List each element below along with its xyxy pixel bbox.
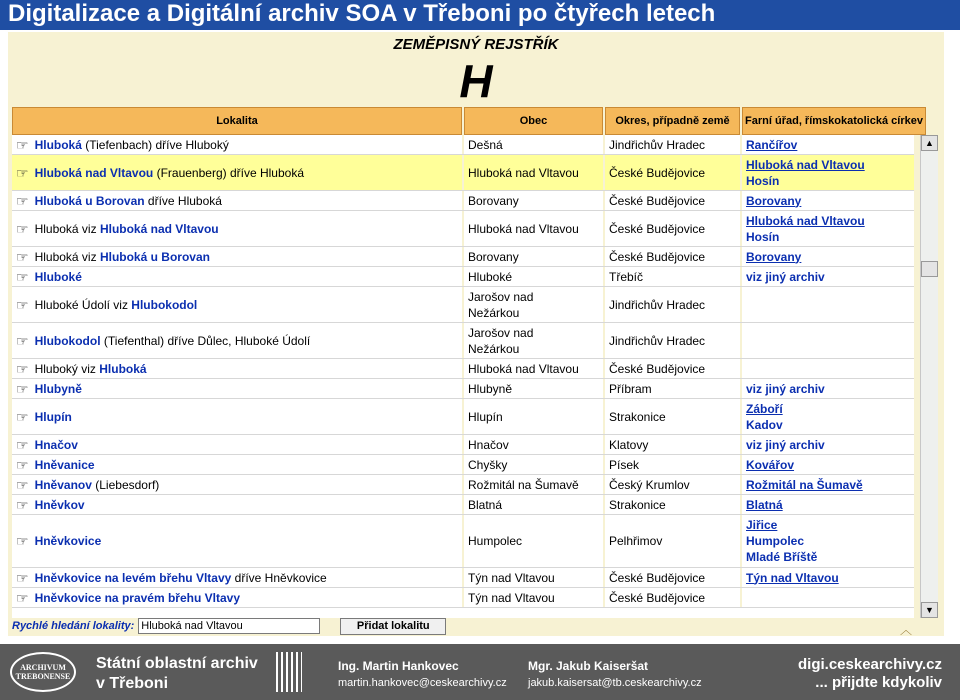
vertical-scrollbar[interactable] [920, 135, 938, 618]
fara-cell [742, 155, 914, 190]
lokalita-cell [12, 568, 464, 587]
obec-text: Hlubyně [468, 381, 513, 396]
column-header-farni-urad[interactable]: Farní úřad, římskokatolická církev [742, 107, 926, 135]
lokalita-cell [12, 155, 464, 190]
obec-text: Jarošov nad [468, 325, 534, 340]
okres-cell: Český Krumlov [605, 475, 742, 494]
obec-cell [464, 455, 605, 474]
scroll-thumb[interactable] [921, 261, 938, 277]
pointing-hand-icon[interactable]: ☞ [16, 476, 29, 493]
parish-name: Hosín [746, 173, 780, 188]
lokalita-cell [12, 247, 464, 266]
obec-cell [464, 588, 605, 607]
okres-cell: Pelhřimov [605, 515, 742, 567]
pointing-hand-icon[interactable]: ☞ [16, 589, 29, 606]
scroll-up-icon[interactable]: ▲ [921, 135, 938, 151]
okres-cell: Písek [605, 455, 742, 474]
okres-cell: Jindřichův Hradec [605, 287, 742, 322]
quick-search-bar [12, 616, 938, 636]
fara-cell [742, 267, 914, 286]
contact-kaisersat [528, 658, 702, 691]
parish-link[interactable]: Blatná [746, 497, 783, 512]
lokalita-cell [12, 135, 464, 154]
fara-cell [742, 191, 914, 210]
parish-name: Kadov [746, 417, 783, 432]
quick-search-input[interactable] [138, 618, 320, 634]
fara-cell [742, 287, 914, 322]
locality-list[interactable] [12, 135, 914, 618]
pointing-hand-icon[interactable]: ☞ [16, 569, 29, 586]
obec-text: Rožmitál na Šumavě [468, 477, 579, 492]
locality-row[interactable] [12, 267, 914, 287]
lokalita-prefix: Hluboký viz [34, 361, 100, 376]
pointing-hand-icon[interactable]: ☞ [16, 192, 29, 209]
slogan: ... přijdte kdykoliv [815, 674, 942, 691]
pointing-hand-icon[interactable]: ☞ [16, 332, 29, 349]
contact-2-name: Mgr. Jakub Kaiseršat [528, 659, 649, 673]
obec-cell [464, 399, 605, 434]
index-screenshot [8, 32, 944, 636]
website-block [798, 656, 942, 692]
parish-name: Hosín [746, 229, 780, 244]
parish-name: Humpolec [746, 534, 805, 548]
locality-row[interactable] [12, 287, 914, 323]
lokalita-cell [12, 455, 464, 474]
lokalita-link[interactable]: Hněvkov [34, 497, 85, 512]
parish-link[interactable]: Borovany [746, 249, 802, 264]
obec-cell [464, 135, 605, 154]
obec-cell [464, 155, 605, 190]
lokalita-link[interactable]: Hluboká nad Vltavou [99, 221, 219, 236]
website-url[interactable]: digi.ceskearchivy.cz [798, 656, 942, 673]
lokalita-link[interactable]: Hněvanice [34, 457, 95, 472]
lokalita-cell [12, 211, 464, 246]
fara-cell [742, 435, 914, 454]
lokalita-note: (Frauenberg) dříve Hluboká [153, 165, 304, 180]
quick-search-label: Rychlé hledání lokality: [12, 620, 135, 632]
parish-link[interactable]: Jiřice [746, 518, 778, 532]
locality-row[interactable] [12, 379, 914, 399]
pointing-hand-icon[interactable]: ☞ [16, 164, 29, 181]
parish-link[interactable]: Borovany [746, 193, 802, 208]
parish-name: Mladé Bříště [746, 550, 818, 564]
locality-row[interactable] [12, 135, 914, 155]
obec-cell [464, 379, 605, 398]
lokalita-link[interactable]: Hluboká nad Vltavou [34, 165, 154, 180]
okres-cell: České Budějovice [605, 588, 742, 607]
pointing-hand-icon[interactable]: ☞ [16, 456, 29, 473]
lokalita-cell [12, 435, 464, 454]
contact-2-email[interactable]: jakub.kaisersat@tb.ceskearchivy.cz [528, 677, 702, 689]
parish-link[interactable]: Rožmitál na Šumavě [746, 477, 863, 492]
locality-row[interactable] [12, 495, 914, 515]
obec-cell [464, 359, 605, 378]
lokalita-link[interactable]: Hněvkovice na levém břehu Vltavy [34, 570, 232, 585]
footer [0, 644, 960, 700]
lokalita-link[interactable]: Hnačov [34, 437, 78, 452]
okres-cell: České Budějovice [605, 155, 742, 190]
obec-text: Hlupín [468, 409, 503, 424]
lokalita-link[interactable]: Hluboká [34, 137, 82, 152]
lokalita-cell [12, 515, 464, 567]
obec-cell [464, 191, 605, 210]
okres-cell: České Budějovice [605, 568, 742, 587]
okres-cell: Jindřichův Hradec [605, 135, 742, 154]
parish-link[interactable]: Rančířov [746, 137, 798, 152]
obec-cell [464, 515, 605, 567]
lokalita-link[interactable]: Hluboká u Borovan [34, 193, 145, 208]
pointing-hand-icon[interactable]: ☞ [16, 408, 29, 425]
fara-cell [742, 323, 914, 358]
locality-row[interactable] [12, 323, 914, 359]
obec-text: Borovany [468, 193, 519, 208]
locality-row[interactable] [12, 191, 914, 211]
column-header-okres[interactable]: Okres, případně země [605, 107, 740, 135]
parish-link[interactable]: Záboří [746, 401, 783, 416]
obec-cell [464, 247, 605, 266]
locality-row[interactable] [12, 155, 914, 191]
pointing-hand-icon[interactable]: ☞ [16, 248, 29, 265]
fara-cell [742, 588, 914, 607]
obec-text: Týn nad Vltavou [468, 590, 555, 605]
okres-cell: Příbram [605, 379, 742, 398]
lokalita-cell [12, 287, 464, 322]
lokalita-link[interactable]: Hlubyně [34, 381, 82, 396]
column-header-obec[interactable]: Obec [464, 107, 603, 135]
pointing-hand-icon[interactable]: ☞ [16, 360, 29, 377]
obec-text: Nežárkou [468, 305, 520, 320]
okres-cell: Klatovy [605, 435, 742, 454]
okres-cell: Jindřichův Hradec [605, 323, 742, 358]
lokalita-note: dříve Hluboká [144, 193, 222, 208]
parish-name: viz jiný archiv [746, 437, 825, 452]
okres-cell: Strakonice [605, 399, 742, 434]
pointing-hand-icon[interactable]: ☞ [16, 296, 29, 313]
org-line-2: v Třeboni [96, 675, 169, 692]
obec-cell [464, 435, 605, 454]
obec-text: Nežárkou [468, 341, 520, 356]
lokalita-link[interactable]: Hluboké [34, 269, 82, 284]
lokalita-prefix: Hluboká viz [34, 249, 100, 264]
obec-cell [464, 267, 605, 286]
fara-cell [742, 495, 914, 514]
lokalita-link[interactable]: Hlubokodol [34, 333, 101, 348]
org-line-1: Státní oblastní archiv [96, 655, 258, 672]
contact-1-email[interactable]: martin.hankovec@ceskearchivy.cz [338, 677, 507, 689]
obec-text: Hluboká nad Vltavou [468, 361, 579, 376]
lokalita-note: (Liebesdorf) [91, 477, 160, 492]
parish-link[interactable]: Hluboká nad Vltavou [746, 157, 865, 172]
lokalita-cell [12, 191, 464, 210]
scroll-down-icon[interactable]: ▼ [921, 602, 938, 618]
okres-cell: České Budějovice [605, 211, 742, 246]
index-title: ZEMĚPISNÝ REJSTŘÍK [393, 36, 559, 53]
obec-text: Dešná [468, 137, 503, 152]
lokalita-cell [12, 359, 464, 378]
obec-cell [464, 323, 605, 358]
obec-text: Hluboká nad Vltavou [468, 221, 579, 236]
locality-row[interactable] [12, 475, 914, 495]
lokalita-cell [12, 399, 464, 434]
fara-cell [742, 475, 914, 494]
fara-cell [742, 399, 914, 434]
parish-name: viz jiný archiv [746, 381, 825, 396]
locality-row[interactable] [12, 435, 914, 455]
pointing-hand-icon[interactable]: ☞ [16, 268, 29, 285]
obec-cell [464, 211, 605, 246]
lokalita-link[interactable]: Hněvkovice na pravém břehu Vltavy [34, 590, 240, 605]
column-header-lokalita[interactable]: Lokalita [12, 107, 462, 135]
lokalita-cell [12, 475, 464, 494]
barcode-decoration [276, 652, 302, 692]
pointing-hand-icon[interactable]: ☞ [16, 380, 29, 397]
lokalita-link[interactable]: Hněvanov [34, 477, 92, 492]
fara-cell [742, 247, 914, 266]
organization-name [96, 654, 258, 694]
chevron-up-icon[interactable]: ︿ [899, 623, 912, 636]
obec-text: Borovany [468, 249, 519, 264]
contact-1-name: Ing. Martin Hankovec [338, 659, 459, 673]
lokalita-link[interactable]: Hluboká u Borovan [99, 249, 210, 264]
pointing-hand-icon[interactable]: ☞ [16, 220, 29, 237]
fara-cell [742, 211, 914, 246]
obec-text: Hnačov [468, 437, 509, 452]
fara-cell [742, 379, 914, 398]
obec-cell [464, 287, 605, 322]
index-letter: H [459, 55, 493, 107]
lokalita-cell [12, 495, 464, 514]
obec-text: Blatná [468, 497, 503, 512]
locality-row[interactable] [12, 247, 914, 267]
lokalita-note: dříve Hněvkovice [231, 570, 327, 585]
lokalita-cell [12, 588, 464, 607]
lokalita-link[interactable]: Hlubokodol [131, 297, 198, 312]
slide-title: Digitalizace a Digitální archiv SOA v Třeboni po čtyřech letech [0, 0, 960, 30]
lokalita-note: (Tiefenthal) dříve Důlec, Hluboké Údolí [100, 333, 311, 348]
obec-text: Hluboké [468, 269, 513, 284]
add-locality-button[interactable]: Přidat lokalitu [340, 618, 446, 635]
lokalita-note: (Tiefenbach) dříve Hluboký [81, 137, 229, 152]
lokalita-prefix: Hluboká viz [34, 221, 100, 236]
contact-hankovec [338, 658, 507, 691]
obec-text: Týn nad Vltavou [468, 570, 555, 585]
obec-text: Jarošov nad [468, 289, 534, 304]
pointing-hand-icon[interactable]: ☞ [16, 533, 29, 549]
locality-row[interactable] [12, 359, 914, 379]
grid-header [12, 107, 930, 135]
locality-row[interactable] [12, 588, 914, 608]
okres-cell: České Budějovice [605, 359, 742, 378]
parish-link[interactable]: Kovářov [746, 457, 795, 472]
lokalita-link[interactable]: Hněvkovice [34, 534, 102, 548]
lokalita-link[interactable]: Hlupín [34, 409, 72, 424]
locality-row[interactable] [12, 211, 914, 247]
obec-text: Chyšky [468, 457, 508, 472]
fara-cell [742, 135, 914, 154]
obec-cell [464, 475, 605, 494]
pointing-hand-icon[interactable]: ☞ [16, 496, 29, 513]
fara-cell [742, 455, 914, 474]
fara-cell [742, 568, 914, 587]
parish-link[interactable]: Týn nad Vltavou [746, 570, 839, 585]
parish-link[interactable]: Hluboká nad Vltavou [746, 213, 865, 228]
okres-cell: České Budějovice [605, 247, 742, 266]
obec-text: Humpolec [468, 534, 523, 548]
obec-text: Hluboká nad Vltavou [468, 165, 579, 180]
archive-seal-logo: ARCHIVUM TREBONENSE [10, 652, 76, 692]
fara-cell [742, 359, 914, 378]
pointing-hand-icon[interactable]: ☞ [16, 436, 29, 453]
parish-name: viz jiný archiv [746, 269, 825, 284]
locality-row[interactable] [12, 399, 914, 435]
lokalita-cell [12, 379, 464, 398]
okres-cell: Třebíč [605, 267, 742, 286]
lokalita-cell [12, 323, 464, 358]
okres-cell: České Budějovice [605, 191, 742, 210]
okres-cell: Strakonice [605, 495, 742, 514]
pointing-hand-icon[interactable]: ☞ [16, 136, 29, 153]
lokalita-prefix: Hluboké Údolí viz [34, 297, 132, 312]
obec-cell [464, 495, 605, 514]
locality-row[interactable] [12, 455, 914, 475]
locality-row[interactable] [12, 568, 914, 588]
lokalita-cell [12, 267, 464, 286]
lokalita-link[interactable]: Hluboká [99, 361, 147, 376]
obec-cell [464, 568, 605, 587]
fara-cell [742, 515, 914, 567]
locality-row[interactable] [12, 515, 914, 568]
